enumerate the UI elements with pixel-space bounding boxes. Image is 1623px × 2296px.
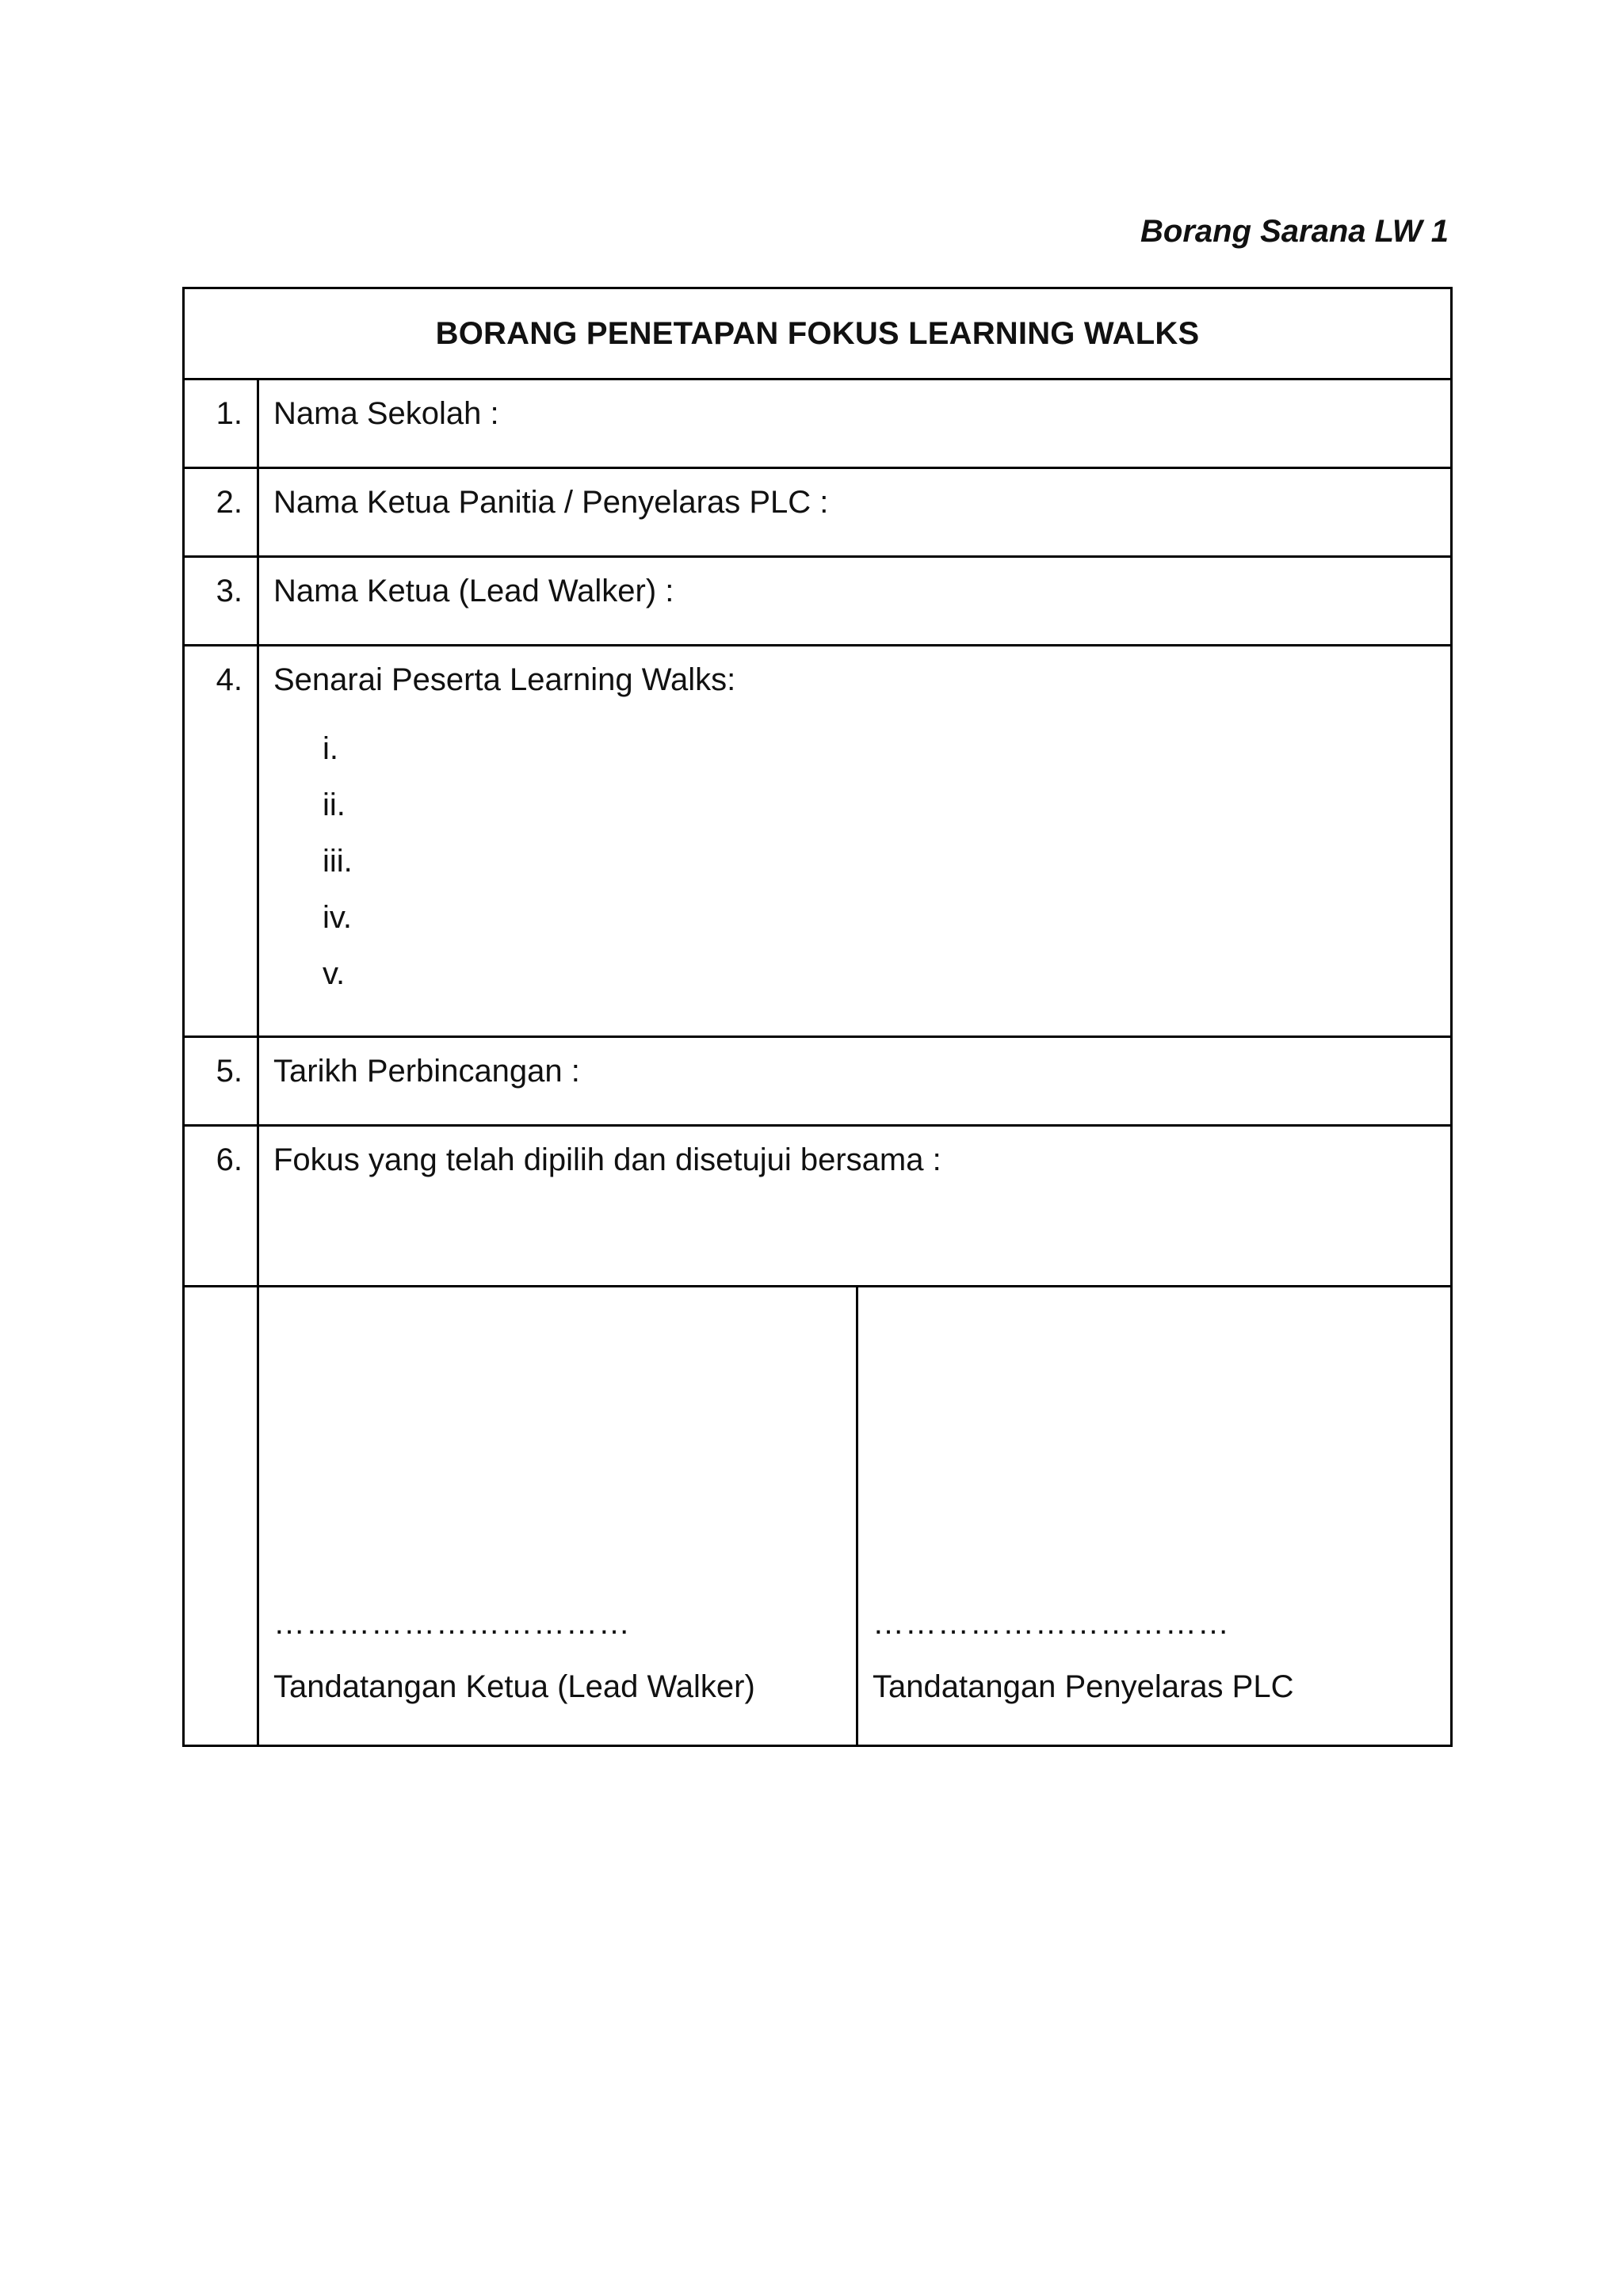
form-title: BORANG PENETAPAN FOKUS LEARNING WALKS [184,288,1452,379]
lead-walker-field[interactable] [258,557,1452,646]
form-row-signatures [184,1287,1452,1746]
participants-list [273,721,1450,1002]
signature-line: …………………………… [273,1606,631,1641]
discussion-date-field[interactable] [258,1037,1452,1126]
form-row-participants [184,646,1452,1037]
signature-line: …………………………… [873,1606,1230,1641]
list-item: v. [323,956,346,991]
school-name-field[interactable] [258,379,1452,468]
form-row-focus [184,1126,1452,1287]
participants-field[interactable] [258,646,1452,1037]
form-table [182,287,1453,1747]
form-row-lead-walker [184,557,1452,646]
signature-number-cell [184,1287,258,1746]
row-label: Nama Ketua (Lead Walker) : [273,574,674,608]
row-number: 4. [184,646,258,1037]
focus-field[interactable] [258,1126,1452,1287]
row-label: Nama Ketua Panitia / Penyelaras PLC : [273,485,829,520]
list-item: ii. [323,788,346,822]
list-item: iii. [323,844,353,879]
signature-lead-walker[interactable] [258,1287,857,1746]
plc-coordinator-field[interactable] [258,468,1452,557]
form-row-plc-coordinator [184,468,1452,557]
form-reference-label: Borang Sarana LW 1 [1140,214,1449,249]
form-row-school-name [184,379,1452,468]
row-number: 1. [184,379,258,468]
signature-caption: Tandatangan Ketua (Lead Walker) [273,1669,755,1704]
form-row-discussion-date [184,1037,1452,1126]
list-item: iv. [323,900,353,935]
list-item: i. [323,731,338,766]
signature-plc-coordinator[interactable] [857,1287,1452,1746]
row-label: Nama Sekolah : [273,396,499,431]
row-label: Fokus yang telah dipilih dan disetujui bersama : [273,1142,941,1177]
row-number: 2. [184,468,258,557]
row-number: 6. [184,1126,258,1287]
row-number: 3. [184,557,258,646]
row-label: Tarikh Perbincangan : [273,1054,580,1089]
signature-caption: Tandatangan Penyelaras PLC [873,1669,1294,1704]
row-label: Senarai Peserta Learning Walks: [273,662,736,697]
row-number: 5. [184,1037,258,1126]
